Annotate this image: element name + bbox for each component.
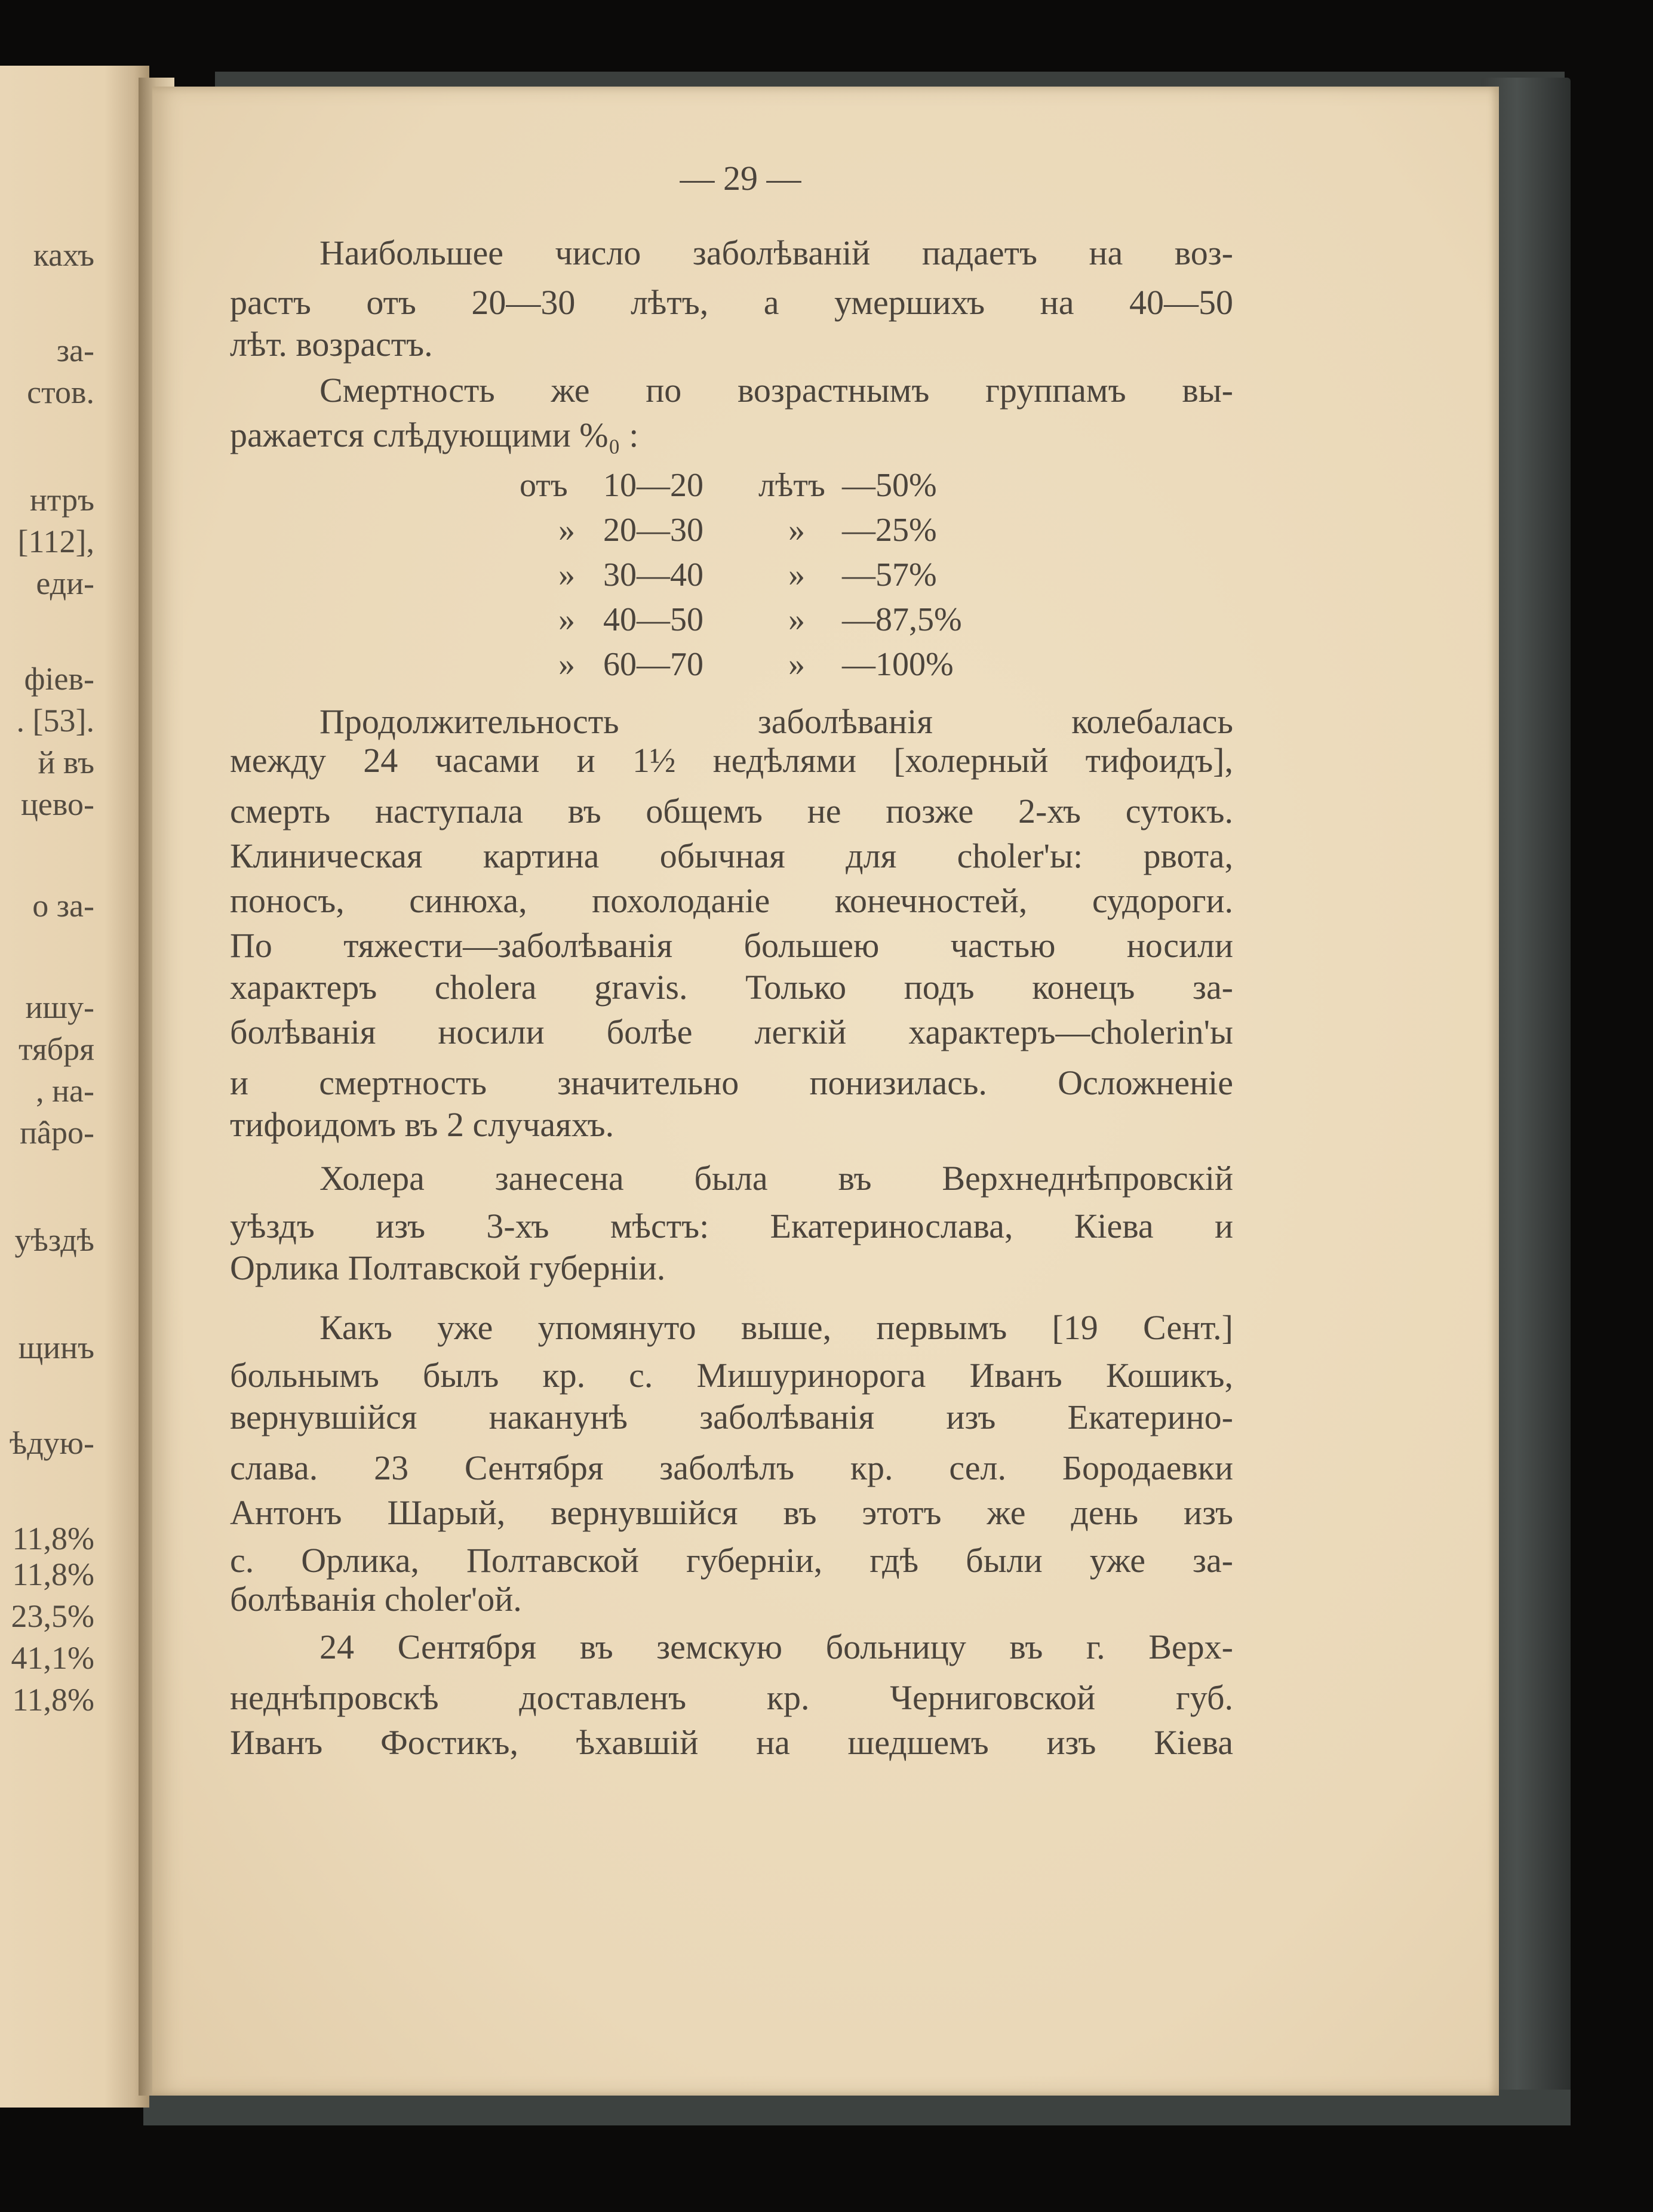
left-page-line: 11,8% [12, 1521, 94, 1556]
text-line: и смертность значительно понизилась. Осложненіе [230, 1063, 1233, 1102]
age-table-value-cell: —50% [842, 467, 937, 504]
text-line: с. Орлика, Полтавской губерніи, гдѣ были уже за- [230, 1541, 1233, 1580]
age-table-range-cell: 30—40 [603, 556, 703, 593]
left-page-line: ишу- [25, 989, 94, 1025]
text-line: характеръ cholera gravis. Только подъ конецъ за- [230, 968, 1233, 1007]
left-page-line: пâро- [20, 1115, 94, 1150]
left-page-line: . [53]. [16, 703, 94, 739]
text-line: больнымъ былъ кр. с. Мишуринорога Иванъ Кошикъ, [230, 1356, 1233, 1395]
left-page-line: й въ [38, 744, 94, 780]
text-line: Наибольшее число заболѣваній падаетъ на воз- [319, 233, 1233, 272]
text-line: слава. 23 Сентября заболѣлъ кр. сел. Бородаевки [230, 1448, 1233, 1487]
left-page-text-column [0, 66, 149, 2108]
age-table-range-cell: 40—50 [603, 601, 703, 638]
age-table-range-cell: 10—20 [603, 467, 703, 504]
left-page-line: щинъ [18, 1330, 94, 1365]
text-line: ражается слѣдующими %₀ : [230, 416, 639, 454]
text-line: лѣт. возрастъ. [230, 325, 433, 364]
page-number: — 29 — [680, 159, 801, 198]
left-page-line: еди- [36, 565, 94, 601]
text-line: вернувшійся наканунѣ заболѣванія изъ Екатерино- [230, 1398, 1233, 1436]
age-table-lead-cell: » [558, 601, 575, 638]
left-page-line: кахъ [33, 237, 94, 273]
text-line: уѣздъ изъ 3-хъ мѣстъ: Екатеринослава, Кіева и [230, 1207, 1233, 1245]
text-line: Холера занесена была въ Верхнеднѣпровскій [319, 1159, 1233, 1198]
left-page-line: нтръ [29, 482, 94, 518]
left-facing-page [0, 66, 149, 2108]
text-line: Продолжительность заболѣванія колебалась [319, 702, 1233, 741]
text-line: болѣванія носили болѣе легкій характеръ—cholerin'ы [230, 1013, 1233, 1051]
left-page-line: тября [18, 1031, 94, 1067]
left-page-line: 41,1% [11, 1640, 94, 1676]
age-table-mid-cell: лѣтъ [758, 467, 825, 504]
age-table-value-cell: —25% [842, 512, 937, 549]
text-line: Клиническая картина обычная для choler'ы: рвота, [230, 836, 1233, 875]
age-table-range-cell: 60—70 [603, 646, 703, 683]
left-page-line: цево- [21, 786, 94, 822]
text-line: 24 Сентября въ земскую больницу въ г. Верх- [319, 1628, 1233, 1666]
text-line: неднѣпровскѣ доставленъ кр. Черниговской губ. [230, 1678, 1233, 1717]
age-table-mid-cell: » [788, 646, 805, 683]
age-table-lead-cell: » [558, 646, 575, 683]
text-line: Смертность же по возрастнымъ группамъ вы- [319, 371, 1233, 410]
text-line: поносъ, синюха, похолоданіе конечностей, судороги. [230, 881, 1233, 920]
left-page-line: ѣдую- [9, 1425, 94, 1461]
left-page-line: 11,8% [12, 1556, 94, 1592]
text-line: растъ отъ 20—30 лѣтъ, а умершихъ на 40—50 [230, 283, 1233, 322]
left-page-line: [112], [17, 524, 94, 559]
age-table-value-cell: —87,5% [842, 601, 962, 638]
text-line: Какъ уже упомянуто выше, первымъ [19 Сент.] [319, 1308, 1233, 1347]
age-table-mid-cell: » [788, 601, 805, 638]
left-page-line: о за- [32, 888, 94, 924]
left-page-line: 11,8% [12, 1682, 94, 1718]
age-table-lead-cell: » [558, 512, 575, 549]
age-table-mid-cell: » [788, 556, 805, 593]
age-table-lead-cell: отъ [520, 467, 568, 504]
text-line: болѣванія choler'ой. [230, 1580, 522, 1619]
text-line: По тяжести—заболѣванія большею частью носили [230, 926, 1233, 965]
left-page-line: уѣздѣ [14, 1222, 94, 1258]
age-table-mid-cell: » [788, 512, 805, 549]
left-page-line: за- [56, 333, 94, 368]
text-line: Иванъ Фостикъ, ѣхавшій на шедшемъ изъ Кіева [230, 1723, 1233, 1762]
text-line: Антонъ Шарый, вернувшійся въ этотъ же день изъ [230, 1493, 1233, 1532]
age-table-value-cell: —57% [842, 556, 937, 593]
text-line: Орлика Полтавской губерніи. [230, 1248, 666, 1287]
left-page-line: фіев- [24, 661, 94, 697]
text-line: между 24 часами и 1½ недѣлями [холерный тифоидъ], [230, 741, 1233, 780]
text-line: смерть наступала въ общемъ не позже 2-хъ сутокъ. [230, 792, 1233, 830]
left-page-line: 23,5% [11, 1598, 94, 1634]
age-table-lead-cell: » [558, 556, 575, 593]
text-line: тифоидомъ въ 2 случаяхъ. [230, 1105, 615, 1144]
left-page-line: , на- [36, 1073, 94, 1109]
left-page-line: стов. [27, 374, 94, 410]
age-table-range-cell: 20—30 [603, 512, 703, 549]
age-table-value-cell: —100% [842, 646, 954, 683]
